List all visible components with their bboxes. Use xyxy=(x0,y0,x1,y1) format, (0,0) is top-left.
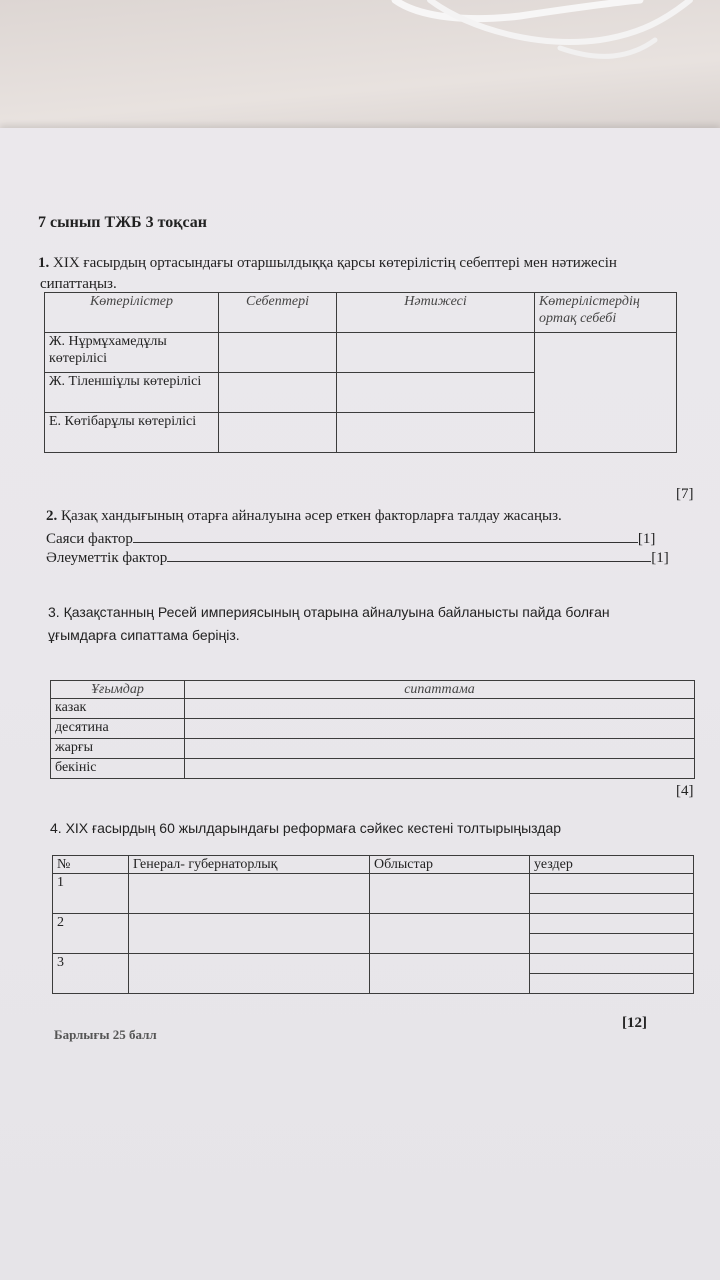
question-4-text: 4. XIX ғасырдың 60 жылдарындағы реформаға сәйкес кестені толтырыңыздар xyxy=(50,820,562,836)
question-1-line2: сипаттаңыз. xyxy=(40,276,117,292)
q1-row-label: Ж. Тіленшіұлы көтерілісі xyxy=(45,373,219,413)
question-2-number: 2. xyxy=(46,508,58,524)
q4-governorate-cell[interactable] xyxy=(129,914,370,954)
q4-districts-cell[interactable] xyxy=(530,914,694,934)
question-3-line1: 3. Қазақстанның Ресей империясының отарына айналуына байланысты пайда болған xyxy=(48,604,610,620)
political-factor-score: [1] xyxy=(637,531,656,547)
q1-row-label: Ж. Нұрмұхамедұлы көтерілісі xyxy=(45,333,219,373)
q3-concept: десятина xyxy=(51,719,185,739)
q4-governorate-cell[interactable] xyxy=(129,954,370,994)
q4-regions-cell[interactable] xyxy=(370,914,530,954)
q1-cell-causes-1[interactable] xyxy=(219,333,337,373)
q1-header-common-cause: Көтерілістердің ортақ себебі xyxy=(535,293,677,333)
q1-cell-results-1[interactable] xyxy=(337,333,535,373)
question-4-table xyxy=(52,855,694,994)
question-1-line1 xyxy=(38,255,617,272)
q3-header-description: сипаттама xyxy=(185,681,695,699)
q3-concept: казак xyxy=(51,699,185,719)
q1-cell-common-cause[interactable] xyxy=(535,333,677,453)
q4-districts-cell[interactable] xyxy=(530,974,694,994)
total-score: [12] xyxy=(622,1015,647,1031)
question-1-text: XIX ғасырдың ортасындағы отаршылдыққа қарсы көтерілістің себептері мен нәтижесін xyxy=(53,255,617,271)
q1-row-label: Е. Көтібарұлы көтерілісі xyxy=(45,413,219,453)
q4-districts-cell[interactable] xyxy=(530,934,694,954)
q4-header-districts: уездер xyxy=(530,856,694,874)
page-title: 7 сынып ТЖБ 3 тоқсан xyxy=(38,214,207,231)
question-2-text: Қазақ хандығының отарға айналуына әсер еткен факторларға талдау жасаңыз. xyxy=(61,508,562,524)
q4-header-number: № xyxy=(53,856,129,874)
q4-districts-cell[interactable] xyxy=(530,874,694,894)
q3-concept: бекініс xyxy=(51,759,185,779)
q4-row-number: 2 xyxy=(53,914,129,954)
q1-header-results: Нәтижесі xyxy=(337,293,535,333)
question-1-table xyxy=(44,292,677,453)
q3-concept: жарғы xyxy=(51,739,185,759)
political-factor-label: Саяси фактор xyxy=(46,531,133,547)
political-factor-answer-line[interactable] xyxy=(133,528,638,543)
social-factor-score: [1] xyxy=(651,550,669,566)
q1-header-causes: Себептері xyxy=(219,293,337,333)
q1-cell-results-2[interactable] xyxy=(337,373,535,413)
question-3-line2: ұғымдарға сипаттама беріңіз. xyxy=(48,627,240,643)
question-1-score: [7] xyxy=(676,486,694,502)
answer-line-social xyxy=(46,547,669,567)
q3-header-concepts: Ұғымдар xyxy=(51,681,185,699)
q3-description-cell[interactable] xyxy=(185,759,695,779)
q4-header-governorate: Генерал- губернаторлық xyxy=(129,856,370,874)
question-1-number: 1. xyxy=(38,255,50,271)
total-points-label: Барлығы 25 балл xyxy=(54,1027,157,1042)
q4-districts-cell[interactable] xyxy=(530,894,694,914)
question-3-score: [4] xyxy=(676,783,694,799)
q4-governorate-cell[interactable] xyxy=(129,874,370,914)
white-cord-image xyxy=(0,0,720,140)
q1-cell-causes-3[interactable] xyxy=(219,413,337,453)
q4-row-number: 3 xyxy=(53,954,129,994)
q1-header-uprisings: Көтерілістер xyxy=(45,293,219,333)
q4-header-regions: Облыстар xyxy=(370,856,530,874)
q4-districts-cell[interactable] xyxy=(530,954,694,974)
q1-cell-results-3[interactable] xyxy=(337,413,535,453)
q3-description-cell[interactable] xyxy=(185,739,695,759)
q4-row-number: 1 xyxy=(53,874,129,914)
social-factor-answer-line[interactable] xyxy=(167,547,651,562)
q1-cell-causes-2[interactable] xyxy=(219,373,337,413)
q3-description-cell[interactable] xyxy=(185,719,695,739)
question-2-text-line xyxy=(46,508,562,525)
social-factor-label: Әлеуметтік фактор xyxy=(46,550,168,566)
q4-regions-cell[interactable] xyxy=(370,874,530,914)
question-3-table xyxy=(50,680,695,779)
answer-line-political xyxy=(46,528,655,548)
q3-description-cell[interactable] xyxy=(185,699,695,719)
q4-regions-cell[interactable] xyxy=(370,954,530,994)
